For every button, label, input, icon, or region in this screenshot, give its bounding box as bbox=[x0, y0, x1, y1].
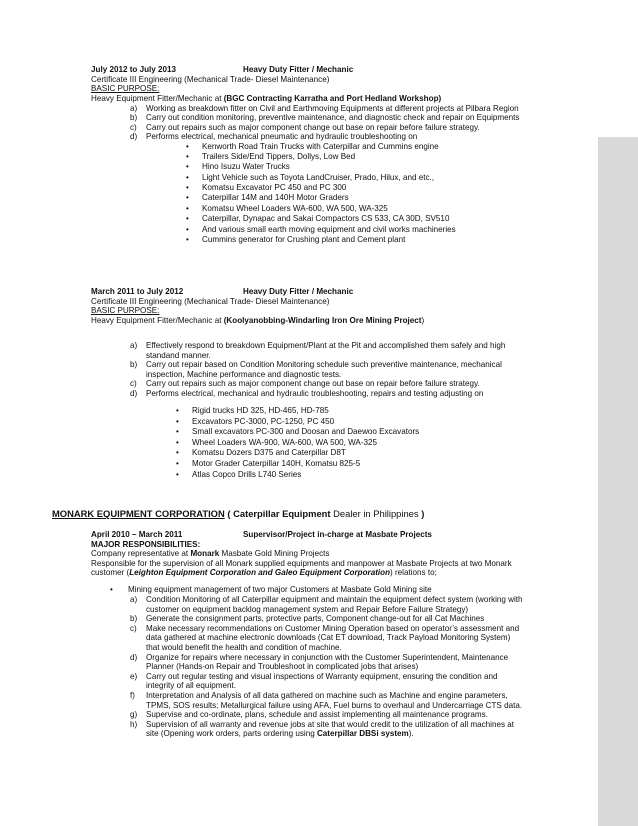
item-text: integrity of all equipment. bbox=[146, 681, 236, 691]
list-item bbox=[176, 438, 419, 449]
job2-role-prefix: Heavy Equipment Fitter/Mechanic at bbox=[91, 315, 224, 325]
bullet-text: Komatsu Excavator PC 450 and PC 300 bbox=[202, 183, 347, 193]
monark-items bbox=[130, 595, 523, 739]
list-item bbox=[130, 104, 519, 114]
item-label: d) bbox=[130, 652, 138, 662]
item-label: d) bbox=[130, 132, 138, 142]
item-label: c) bbox=[130, 623, 137, 633]
list-item bbox=[130, 653, 523, 672]
list-item bbox=[130, 672, 523, 691]
job2-bullets bbox=[176, 406, 419, 480]
item-text: Carry out condition monitoring, preventive maintenance, and diagnostic check and repair on Equipments bbox=[146, 113, 520, 123]
monark-rep-suffix: Masbate Gold Mining Projects bbox=[219, 549, 330, 559]
job2-section bbox=[91, 287, 424, 325]
monark-resp-line2-bold: Leighton Equipment Corporation and Galeo Equipment Corporation bbox=[129, 568, 391, 578]
item-text: Generate the consignment parts, protective parts, Component change-out for all Cat Machines bbox=[146, 614, 485, 624]
monark-title: Supervisor/Project in-charge at Masbate Projects bbox=[243, 530, 432, 539]
job2-cert: Certificate III Engineering (Mechanical Trade- Diesel Maintenance) bbox=[91, 296, 330, 306]
list-item bbox=[130, 691, 523, 710]
item-label: d) bbox=[130, 388, 138, 398]
item-label: b) bbox=[130, 614, 138, 624]
monark-rep-prefix: Company representative at bbox=[91, 549, 191, 559]
list-item bbox=[186, 162, 456, 172]
job1-role bbox=[91, 94, 441, 104]
list-item bbox=[186, 204, 456, 214]
bullet-icon: • bbox=[176, 416, 179, 426]
item-text: Performs electrical, mechanical and hydraulic troubleshooting, repairs and testing adjusting on bbox=[146, 388, 484, 398]
item-text: Carry out regular testing and visual inspections of Warranty equipment, ensuring the condition and bbox=[146, 671, 498, 681]
item-text: customer on equipment backlog management system and Repair Before Failure Strategy) bbox=[146, 604, 469, 614]
item-label: a) bbox=[130, 595, 138, 604]
list-item bbox=[176, 406, 419, 417]
bullet-icon: • bbox=[176, 437, 179, 447]
monark-company-name: MONARK EQUIPMENT CORPORATION bbox=[52, 508, 225, 519]
bullet-icon: • bbox=[186, 183, 189, 193]
item-label: h) bbox=[130, 719, 138, 729]
item-text: Organize for repairs where necessary in conjunction with the Customer Superintendent, Maintenance bbox=[146, 652, 509, 662]
monark-resp-line1: Responsible for the supervision of all Monark supplied equipments and manpower at Masbate Projects at two Monark bbox=[91, 558, 512, 568]
bullet-text: Rigid trucks HD 325, HD-465, HD-785 bbox=[192, 406, 329, 415]
item-text: inspection, Machine performance and diagnostic tests. bbox=[146, 369, 342, 379]
bullet-text: And various small earth moving equipment and civil works machineries bbox=[202, 224, 456, 234]
list-item bbox=[186, 173, 456, 183]
bullet-icon: • bbox=[176, 469, 179, 479]
bullet-icon: • bbox=[186, 151, 189, 161]
item-text bbox=[130, 729, 523, 739]
list-item bbox=[130, 624, 523, 653]
job2-dates: March 2011 to July 2012 bbox=[91, 287, 184, 296]
item-text: Condition Monitoring of all Caterpillar equipment and maintain the equipment defect system (working with bbox=[146, 595, 523, 604]
list-item bbox=[176, 470, 419, 481]
item-label: e) bbox=[130, 671, 138, 681]
bullet-icon: • bbox=[186, 172, 189, 182]
item-label: a) bbox=[130, 341, 138, 350]
list-item bbox=[186, 235, 456, 245]
list-item bbox=[130, 710, 523, 720]
job1-section bbox=[91, 65, 441, 103]
job1-role-company: (BGC Contracting Karratha and Port Hedland Workshop) bbox=[223, 93, 442, 103]
list-item bbox=[186, 225, 456, 235]
bullet-text: Kenworth Road Train Trucks with Caterpillar and Cummins engine bbox=[202, 141, 439, 151]
monark-heading bbox=[52, 508, 424, 519]
item-text: standand manner. bbox=[146, 350, 211, 360]
list-item bbox=[186, 193, 456, 203]
job2-title: Heavy Duty Fitter / Mechanic bbox=[243, 287, 354, 296]
bullet-icon: • bbox=[186, 162, 189, 172]
bullet-text: Excavators PC-3000, PC-1250, PC 450 bbox=[192, 416, 335, 426]
monark-resp-line2-suffix: ) relations to; bbox=[390, 568, 437, 578]
monark-dates: April 2010 – March 2011 bbox=[91, 530, 183, 539]
list-item bbox=[186, 152, 456, 162]
bullet-text: Atlas Copco Drills L740 Series bbox=[192, 469, 302, 479]
item-text: Working as breakdown fitter on Civil and Earthmoving Equipments at different projects at Pilbara Region bbox=[146, 103, 519, 113]
bullet-text: Light Vehicle such as Toyota LandCruiser, Prado, Hilux, and etc., bbox=[202, 172, 435, 182]
list-item bbox=[130, 113, 519, 123]
list-item bbox=[130, 123, 519, 133]
item-text: TPMS, SOS results; Metallurgical failure using AFA, Fuel burns to overhaul and Undercarriage CTS data. bbox=[146, 700, 523, 710]
bullet-text: Motor Grader Caterpillar 140H, Komatsu 825-5 bbox=[192, 458, 361, 468]
monark-rep-bold: Monark bbox=[190, 549, 220, 559]
monark-section bbox=[91, 530, 512, 578]
monark-heading-cat: Caterpillar Equipment bbox=[233, 508, 331, 519]
item-label: b) bbox=[130, 360, 138, 370]
monark-heading-open: ( bbox=[224, 508, 234, 519]
item-h-prefix: site (Opening work orders, parts ordering using bbox=[146, 729, 317, 739]
item-text: Supervision of all warranty and revenue jobs at site that would credit to the utilization of all machines at bbox=[146, 719, 515, 729]
list-item bbox=[130, 360, 505, 379]
bullet-text: Wheel Loaders WA-900, WA-600, WA 500, WA-325 bbox=[192, 437, 378, 447]
item-text: Carry out repairs such as major component change out base on repair before failure strategy. bbox=[146, 122, 480, 132]
list-item bbox=[110, 585, 432, 595]
bullet-icon: • bbox=[186, 203, 189, 213]
job1-cert: Certificate III Engineering (Mechanical Trade- Diesel Maintenance) bbox=[91, 74, 330, 84]
list-item bbox=[176, 459, 419, 470]
bullet-icon: • bbox=[176, 448, 179, 458]
bullet-icon: • bbox=[186, 141, 189, 151]
bullet-icon: • bbox=[176, 458, 179, 468]
item-label: a) bbox=[130, 103, 138, 113]
item-text: Carry out repairs such as major component change out base on repair before failure strategy. bbox=[146, 379, 480, 389]
list-item bbox=[130, 389, 505, 399]
list-item bbox=[176, 417, 419, 428]
list-item bbox=[130, 132, 519, 142]
item-text: data gathered at machine electronic downloads (Cat ET download, Track Payload Monitoring System) bbox=[146, 633, 511, 643]
job2-role bbox=[91, 316, 424, 326]
item-label: c) bbox=[130, 379, 137, 389]
job2-role-suffix: ) bbox=[421, 315, 425, 325]
monark-resp-line2 bbox=[91, 568, 512, 578]
item-text: that would benefit the health and condition of machine. bbox=[146, 642, 342, 652]
list-item bbox=[130, 595, 523, 614]
job1-bullets bbox=[186, 142, 456, 246]
bullet-text: Small excavators PC-300 and Doosan and Daewoo Excavators bbox=[192, 427, 420, 437]
list-item bbox=[130, 379, 505, 389]
list-item bbox=[176, 448, 419, 459]
bullet-icon: • bbox=[110, 585, 113, 594]
item-label: c) bbox=[130, 122, 137, 132]
job1-dates: July 2012 to July 2013 bbox=[91, 65, 177, 74]
job2-role-company: (Koolyanobbing-Windarling Iron Ore Mining Project bbox=[223, 315, 422, 325]
list-item bbox=[186, 183, 456, 193]
bullet-text: Komatsu Dozers D375 and Caterpillar D8T bbox=[192, 448, 346, 458]
item-text: Planner (Hands-on Repair and Troubleshoot in complicated jobs that arises) bbox=[146, 662, 419, 672]
item-text: Interpretation and Analysis of all data gathered on machine such as Machine and engine parameters, bbox=[146, 690, 508, 700]
list-item bbox=[130, 720, 523, 739]
job2-basic-purpose: BASIC PURPOSE: bbox=[91, 306, 160, 316]
job1-title: Heavy Duty Fitter / Mechanic bbox=[243, 65, 354, 74]
item-h-bold: Caterpillar DBSi system bbox=[316, 729, 409, 739]
bullet-icon: • bbox=[186, 193, 189, 203]
item-text: Supervise and co-ordinate, plans, schedule and assist implementing all maintenance programs. bbox=[146, 710, 488, 720]
monark-resp-line2-prefix: customer ( bbox=[91, 568, 130, 578]
item-label: b) bbox=[130, 113, 138, 123]
item-text: Performs electrical, mechanical pneumatic and hydraulic troubleshooting on bbox=[146, 132, 418, 142]
bullet-text: Cummins generator for Crushing plant and Cement plant bbox=[202, 235, 406, 245]
job1-items bbox=[130, 104, 519, 142]
bullet-text: Caterpillar 14M and 140H Motor Graders bbox=[202, 193, 349, 203]
list-item bbox=[186, 214, 456, 224]
job1-role-prefix: Heavy Equipment Fitter/Mechanic at bbox=[91, 93, 224, 103]
list-item bbox=[176, 427, 419, 438]
monark-heading-rest: Dealer in Philippines bbox=[330, 508, 422, 519]
bullet-icon: • bbox=[176, 427, 179, 437]
monark-resp-heading: MAJOR RESPONSIBILITIES: bbox=[91, 539, 201, 549]
list-item bbox=[130, 614, 523, 624]
bullet-text: Hino Isuzu Water Trucks bbox=[202, 162, 290, 172]
bullet-icon: • bbox=[176, 406, 179, 415]
item-text: Effectively respond to breakdown Equipment/Plant at the Pit and accomplished them safely and high bbox=[146, 341, 506, 350]
bullet-icon: • bbox=[186, 235, 189, 245]
item-label: f) bbox=[130, 690, 135, 700]
page-margin-bar bbox=[598, 137, 638, 826]
bullet-text: Caterpillar, Dynapac and Sakai Compactors CS 533, CA 30D, SV510 bbox=[202, 214, 450, 224]
monark-bullet-main bbox=[110, 585, 432, 595]
bullet-text: Trailers Side/End Tippers, Dollys, Low Bed bbox=[202, 151, 356, 161]
item-text: Carry out repair based on Condition Monitoring schedule such preventive maintenance, mechanical bbox=[146, 360, 502, 370]
monark-heading-close: ) bbox=[421, 508, 425, 519]
bullet-text: Komatsu Wheel Loaders WA-600, WA 500, WA-325 bbox=[202, 203, 388, 213]
item-h-suffix: ). bbox=[408, 729, 414, 739]
list-item bbox=[186, 142, 456, 152]
item-label: g) bbox=[130, 710, 138, 720]
bullet-icon: • bbox=[186, 224, 189, 234]
item-text: Make necessary recommendations on Customer Mining Operation based on operator’s assessment and bbox=[146, 623, 520, 633]
job1-basic-purpose: BASIC PURPOSE: bbox=[91, 84, 160, 94]
bullet-text: Mining equipment management of two major Customers at Masbate Gold Mining site bbox=[128, 585, 432, 594]
job2-items bbox=[130, 341, 505, 399]
bullet-icon: • bbox=[186, 214, 189, 224]
monark-rep bbox=[91, 549, 512, 559]
list-item bbox=[130, 341, 505, 360]
